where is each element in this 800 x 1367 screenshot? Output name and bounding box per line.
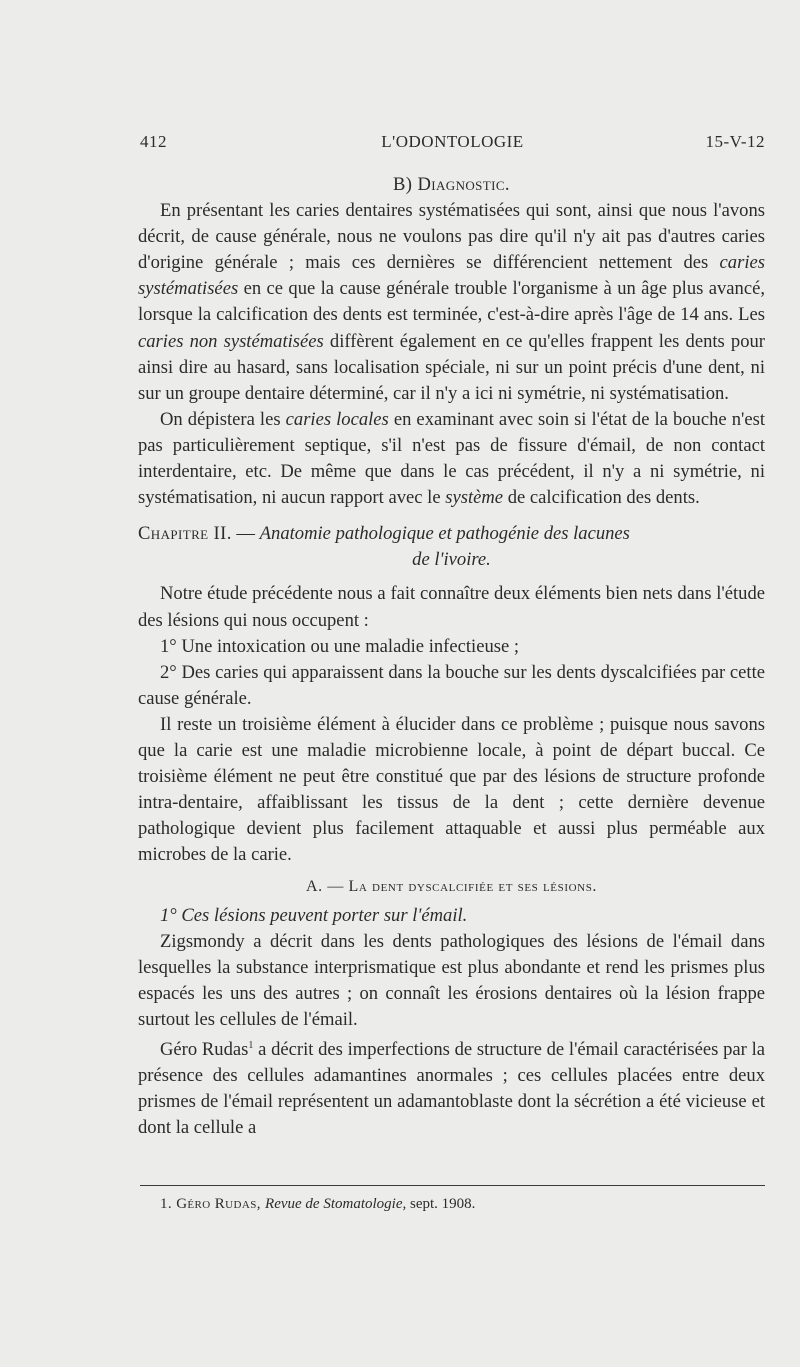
italic-term: caries non systématisées xyxy=(138,330,324,352)
footnote xyxy=(160,1196,760,1213)
text-run: Géro Rudas xyxy=(160,1039,249,1061)
italic-term: système xyxy=(445,487,504,509)
text-run: en ce que la cause générale trouble l'organisme à un âge plus avancé, lorsque la calcification des dents est terminée, c'est-à-dire après l'âge de 14 ans. Les xyxy=(138,278,765,326)
journal-title: L'ODONTOLOGIE xyxy=(381,132,524,151)
text-run: On dépistera les xyxy=(160,408,286,430)
italic-term: caries locales xyxy=(285,408,389,430)
chapter-title: Anatomie pathologique et pathogénie des lacunes xyxy=(259,523,630,545)
footnote-date: sept. 1908. xyxy=(406,1196,476,1212)
text-run: En présentant les caries dentaires systématisées qui sont, ainsi que nous l'avons décrit, de cause générale, nous ne voulons pas dire qu'il n'y ait pas d'autres caries d'origine générale ; mais ces dernières se différencient nettement des xyxy=(138,200,765,274)
chapter-dash: — xyxy=(231,523,260,545)
issue-date: 15-V-12 xyxy=(705,132,765,151)
chapter-label: Chapitre II. xyxy=(138,523,232,545)
chapter-title-cont: de l'ivoire. xyxy=(412,549,491,571)
paragraph: Zigsmondy a décrit dans les dents pathologiques des lésions de l'émail dans lesquelles la substance interprismatique est plus abondante et rend les prismes plus espacés les uns des autres ; on connaît les érosions dentaires où la lésion frappe surtout les cellules de l'émail. xyxy=(138,930,765,1030)
footnote-journal: Revue de Stomatologie, xyxy=(265,1196,407,1212)
paragraph xyxy=(138,198,765,407)
text-run: diffèrent également en ce qu'elles frappent les dents pour ainsi dire au hasard, sans localisation spéciale, ni sur un point précis d'une dent, ni sur un groupe dentaire déterminé, car il n'y a ici ni symétrie, ni systématisation. xyxy=(138,330,765,404)
list-item: 2° Des caries qui apparaissent dans la bouche sur les dents dyscalcifiées par cette cause générale. xyxy=(138,661,765,709)
paragraph: Il reste un troisième élément à élucider dans ce problème ; puisque nous savons que la carie est une maladie microbienne locale, à point de départ buccal. Ce troisième élément ne peut être constitué que par des lésions de structure profonde intra-dentaire, affaiblissant les tissus de la dent ; cette dernière devenue pathologique devient plus facilement attaquable et aussi plus perméable aux microbes de la carie. xyxy=(138,713,765,866)
text-run: en examinant avec soin si l'état de la bouche n'est pas particulièrement septique, s'il n'est pas de fissure d'émail, de non contact interdentaire, etc. De même que dans le cas précédent, il n'y a ni symétrie, ni systématisation, ni aucun rapport avec le xyxy=(138,408,766,509)
section-heading-dent-dyscalcifiee: A. — La dent dyscalcifiée et ses lésions. xyxy=(305,878,598,896)
section-heading-diagnostic: B) Diagnostic. xyxy=(393,174,510,195)
page-number: 412 xyxy=(140,132,167,151)
subsection-heading: 1° Ces lésions peuvent porter sur l'émail. xyxy=(160,904,468,926)
text-run: de calcification des dents. xyxy=(503,487,700,509)
footnote-rule xyxy=(140,1185,765,1186)
body-text xyxy=(138,172,765,1142)
list-item: 1° Une intoxication ou une maladie infectieuse ; xyxy=(160,635,520,657)
text-run: a décrit des imperfections de structure de l'émail caractérisées par la présence des cellules adamantines anormales ; ces cellules placées entre deux prismes de l'émail représentent un adamantoblaste dont la sécrétion a été vicieuse et dont la cellule a xyxy=(138,1039,766,1139)
chapter-heading xyxy=(138,521,765,573)
italic-term: caries systématisées xyxy=(138,252,765,300)
paragraph xyxy=(138,1033,765,1142)
paragraph: Notre étude précédente nous a fait connaître deux éléments bien nets dans l'étude des lésions qui nous occupent : xyxy=(138,583,765,631)
footnote-marker: 1 xyxy=(248,1040,254,1051)
footnote-author: 1. Géro Rudas, xyxy=(160,1196,266,1212)
running-head xyxy=(140,132,765,156)
paragraph xyxy=(138,407,765,511)
